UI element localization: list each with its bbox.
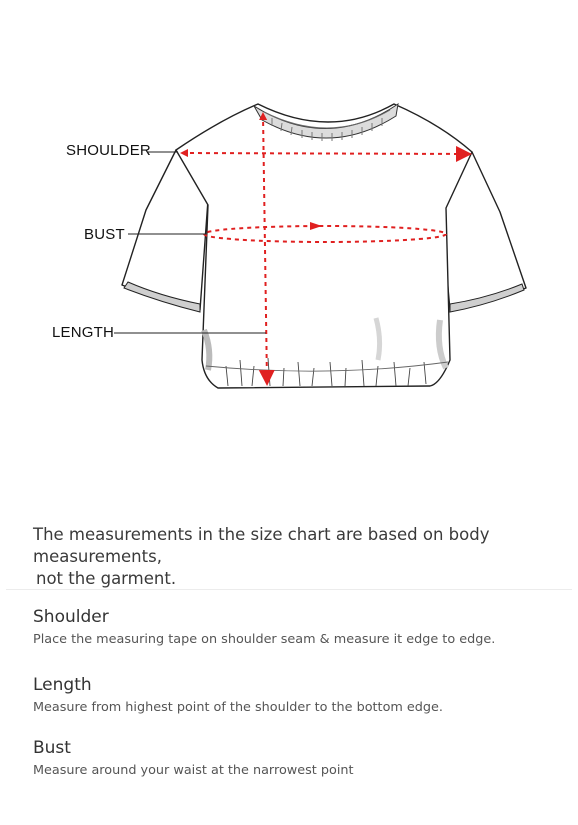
measure-item-length (33, 674, 443, 716)
bust-label: BUST (84, 226, 125, 243)
measure-title: Bust (33, 738, 71, 758)
note-line-1: The measurements in the size chart are based on body measurements, (33, 525, 490, 566)
note-line-2: not the garment. (36, 569, 177, 588)
shirt-outline (122, 104, 526, 388)
measure-description: Measure around your waist at the narrowest point (33, 763, 354, 778)
measure-description: Place the measuring tape on shoulder seam & measure it edge to edge. (33, 632, 496, 647)
shoulder-label: SHOULDER (66, 142, 151, 159)
measure-title: Length (33, 675, 92, 695)
size-chart-note (33, 524, 553, 590)
length-label: LENGTH (52, 324, 115, 341)
measure-item-bust (33, 737, 354, 779)
measure-description: Measure from highest point of the shoulder to the bottom edge. (33, 700, 443, 715)
measure-item-shoulder (33, 606, 495, 648)
measure-title: Shoulder (33, 607, 109, 627)
divider (6, 589, 572, 590)
